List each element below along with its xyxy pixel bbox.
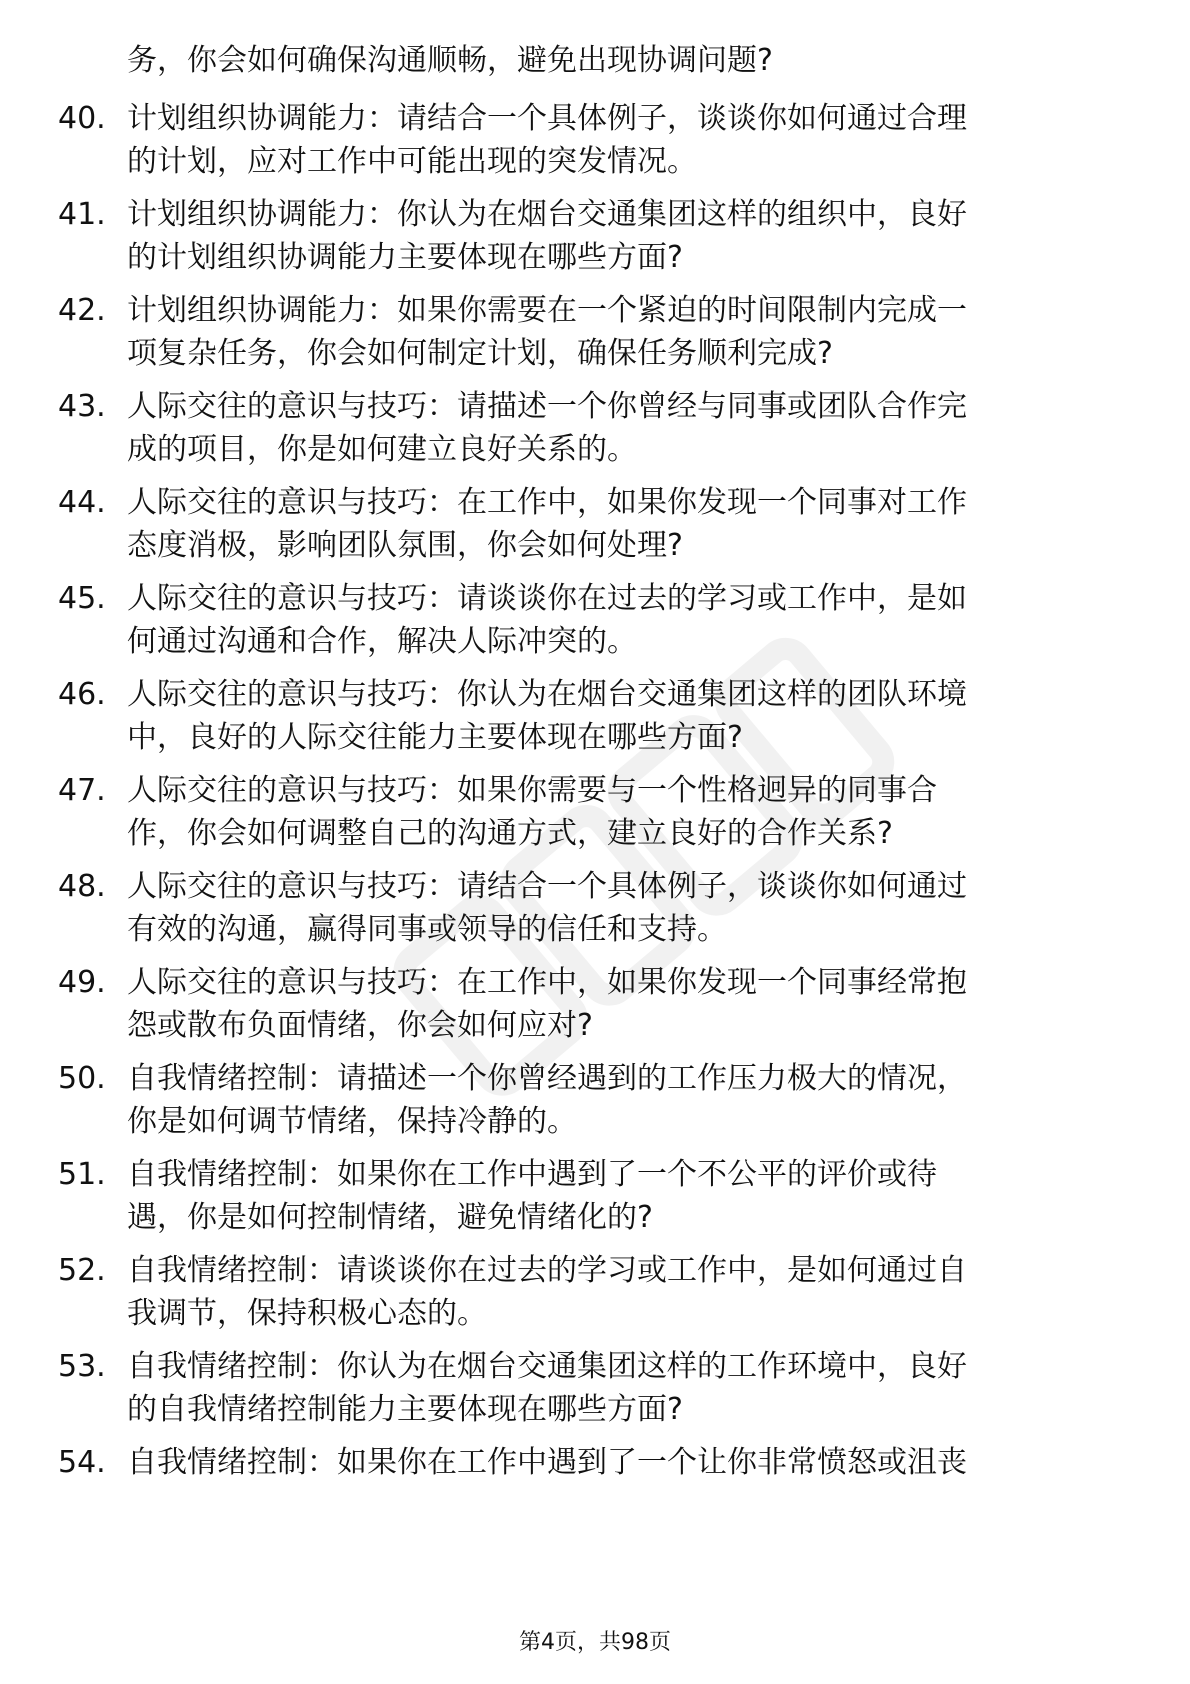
item-number: 46.: [58, 677, 106, 712]
item-number: 54.: [58, 1445, 106, 1480]
list-item: [0, 290, 1190, 380]
list-item: [0, 1250, 1190, 1340]
item-text-line: 作，你会如何调整自己的沟通方式，建立良好的合作关系?: [127, 816, 893, 851]
item-number: 42.: [58, 293, 106, 328]
item-text-line: 计划组织协调能力：请结合一个具体例子，谈谈你如何通过合理: [127, 101, 967, 136]
item-text-line: 自我情绪控制：请谈谈你在过去的学习或工作中，是如何通过自: [127, 1253, 967, 1288]
item-text-line: 有效的沟通，赢得同事或领导的信任和支持。: [127, 912, 727, 947]
item-text-line: 人际交往的意识与技巧：请谈谈你在过去的学习或工作中，是如: [127, 581, 967, 616]
list-item: [0, 482, 1190, 572]
item-text-line: 人际交往的意识与技巧：如果你需要与一个性格迥异的同事合: [127, 773, 937, 808]
item-number: 40.: [58, 101, 106, 136]
item-text-line: 计划组织协调能力：如果你需要在一个紧迫的时间限制内完成一: [127, 293, 967, 328]
item-text-line: 人际交往的意识与技巧：在工作中，如果你发现一个同事对工作: [127, 485, 967, 520]
item-number: 47.: [58, 773, 106, 808]
item-text-line: 成的项目，你是如何建立良好关系的。: [127, 432, 637, 467]
list-item: [0, 866, 1190, 956]
item-text-line: 的自我情绪控制能力主要体现在哪些方面?: [127, 1392, 683, 1427]
item-text-line: 的计划组织协调能力主要体现在哪些方面?: [127, 240, 683, 275]
item-number: 48.: [58, 869, 106, 904]
list-item: [0, 674, 1190, 764]
item-text-line: 的计划，应对工作中可能出现的突发情况。: [127, 144, 697, 179]
item-number: 45.: [58, 581, 106, 616]
item-text-line: 中，良好的人际交往能力主要体现在哪些方面?: [127, 720, 743, 755]
list-item: [0, 578, 1190, 668]
item-number: 52.: [58, 1253, 106, 1288]
item-number: 43.: [58, 389, 106, 424]
list-item: [0, 98, 1190, 188]
list-item: [0, 1154, 1190, 1244]
list-item: [0, 1058, 1190, 1148]
item-text-line: 人际交往的意识与技巧：请结合一个具体例子，谈谈你如何通过: [127, 869, 967, 904]
item-text-line: 我调节，保持积极心态的。: [127, 1296, 487, 1331]
item-text-line: 项复杂任务，你会如何制定计划，确保任务顺利完成?: [127, 336, 833, 371]
item-number: 50.: [58, 1061, 106, 1096]
list-item: [0, 962, 1190, 1052]
item-text-line: 人际交往的意识与技巧：在工作中，如果你发现一个同事经常抱: [127, 965, 967, 1000]
list-item: [0, 770, 1190, 860]
item-text-line: 你是如何调节情绪，保持冷静的。: [127, 1104, 577, 1139]
item-text-line: 自我情绪控制：你认为在烟台交通集团这样的工作环境中，良好: [127, 1349, 967, 1384]
list-item: [0, 386, 1190, 476]
item-text-line: 何通过沟通和合作，解决人际冲突的。: [127, 624, 637, 659]
item-text-line: 态度消极，影响团队氛围，你会如何处理?: [127, 528, 683, 563]
list-item: [0, 1442, 1190, 1532]
item-number: 41.: [58, 197, 106, 232]
item-text-line: 计划组织协调能力：你认为在烟台交通集团这样的组织中，良好: [127, 197, 967, 232]
item-text-line: 怨或散布负面情绪，你会如何应对?: [127, 1008, 593, 1043]
item-text-line: 自我情绪控制：如果你在工作中遇到了一个不公平的评价或待: [127, 1157, 937, 1192]
continuation-text: 务，你会如何确保沟通顺畅，避免出现协调问题?: [127, 43, 773, 78]
item-number: 51.: [58, 1157, 106, 1192]
item-number: 53.: [58, 1349, 106, 1384]
item-text-line: 自我情绪控制：如果你在工作中遇到了一个让你非常愤怒或沮丧: [127, 1445, 967, 1480]
item-number: 44.: [58, 485, 106, 520]
item-text-line: 自我情绪控制：请描述一个你曾经遇到的工作压力极大的情况，: [127, 1061, 967, 1096]
list-item: [0, 1346, 1190, 1436]
item-number: 49.: [58, 965, 106, 1000]
item-text-line: 人际交往的意识与技巧：你认为在烟台交通集团这样的团队环境: [127, 677, 967, 712]
item-text-line: 遇，你是如何控制情绪，避免情绪化的?: [127, 1200, 653, 1235]
list-item: [0, 194, 1190, 284]
page-footer: 第4页，共98页: [519, 1630, 671, 1655]
item-text-line: 人际交往的意识与技巧：请描述一个你曾经与同事或团队合作完: [127, 389, 967, 424]
